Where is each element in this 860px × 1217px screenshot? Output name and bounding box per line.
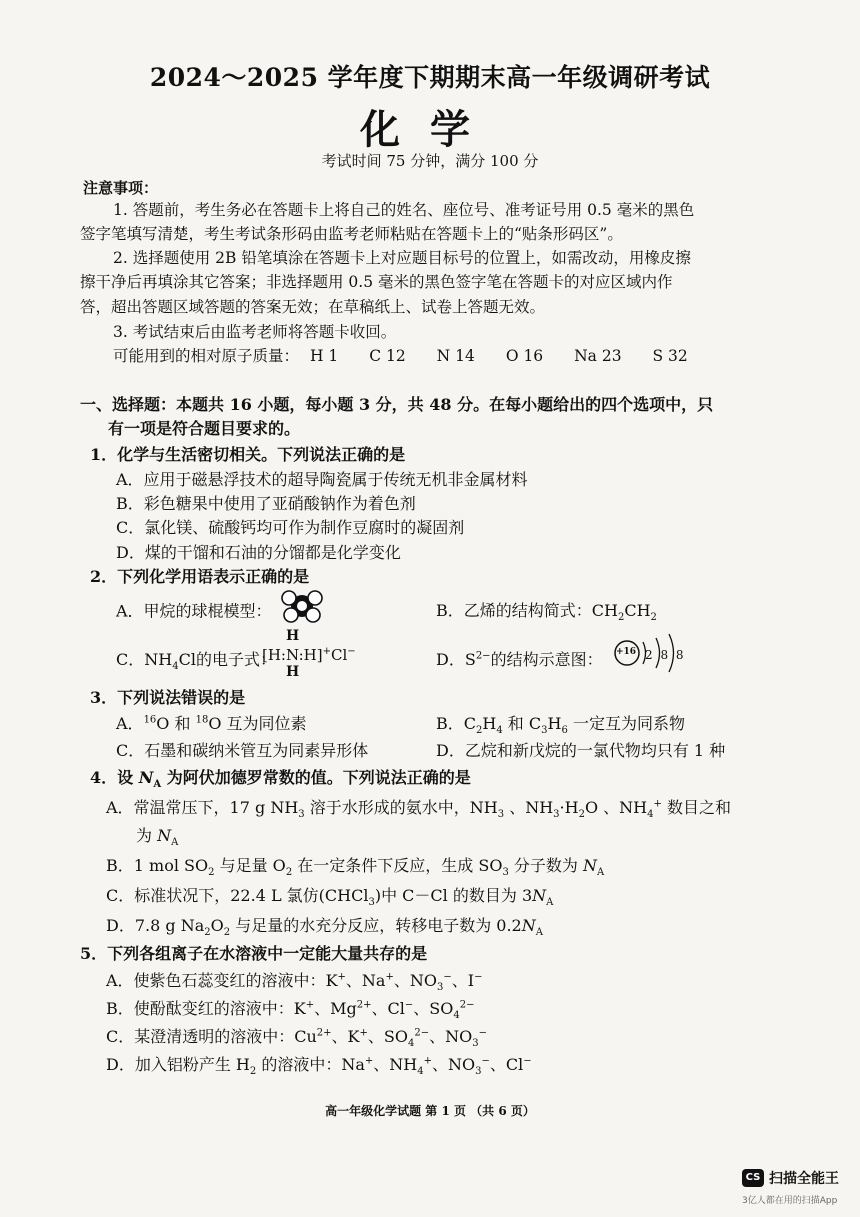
q2-option-a-label: A．甲烷的球棍模型：	[116, 601, 272, 621]
q4-option-c-part2: )中 C－Cl 的数目为 3	[374, 886, 533, 905]
q3-option-a-text: 互为同位素	[226, 714, 307, 733]
q5-option-d: D．加入铝粉产生 $H_2$ 的溶液中：Na+、$NH_4^+$、$NO_3^-$、Cl−	[106, 1055, 532, 1078]
q4-option-a-line1: A．常温常压下，17 g $NH_3$ 溶于水形成的氨水中，$NH_3$ 、$NH_3\cdot H_2O$ 、$NH_4^+$ 数目之和	[106, 798, 731, 821]
q1-option-a: A．应用于磁悬浮技术的超导陶瓷属于传统无机非金属材料	[116, 470, 528, 489]
note-2a: 2. 选择题使用 2B 铅笔填涂在答题卡上对应题目标号的位置上，如需改动，用橡皮擦	[113, 249, 691, 267]
q4-option-c: C．标准状况下，22.4 L 氯仿(CHCl$_3$)中 C－Cl 的数目为 $3N_A$	[106, 886, 554, 909]
section-1-line1: 一、选择题：本题共 16 小题，每小题 3 分，共 48 分。在每小题给出的四个选项中，只	[80, 395, 714, 414]
q2-option-d-prefix: D．	[436, 650, 465, 669]
q1-option-d: D．煤的干馏和石油的分馏都是化学变化	[116, 543, 401, 562]
electron-formula-h-top: H	[286, 628, 300, 644]
q5-option-a-label: A．使紫色石蕊变红的溶液中：	[106, 971, 326, 990]
q2-option-d-label: 的结构示意图：	[490, 650, 603, 669]
q5-option-b-label: B．使酚酞变红的溶液中：	[106, 999, 294, 1018]
page-footer: 高一年级化学试题 第 1 页 （共 6 页）	[325, 1104, 535, 1118]
methane-ball-stick-model-icon	[277, 586, 327, 626]
watermark-tagline: 3亿人都在用的扫描App	[742, 1196, 838, 1206]
watermark-app-name: 扫描全能王	[769, 1171, 839, 1187]
q4-option-a-line2: 为 $N_A$	[136, 826, 179, 849]
q2-stem: 2．下列化学用语表示正确的是	[90, 567, 310, 586]
q5-option-b: B．使酚酞变红的溶液中：K+、$Mg^{2+}$、Cl−、$SO_4^{2-}$	[106, 999, 475, 1022]
q5-option-c-label: C．某澄清透明的溶液中：	[106, 1027, 295, 1046]
q4-option-b: B．1 mol $SO_2$ 与足量 $O_2$ 在一定条件下反应，生成 $SO_3$ 分子数为 $N_A$	[106, 856, 605, 879]
q2-option-b-label: B．乙烯的结构简式：	[436, 601, 592, 620]
atomic-mass-h: H 1	[309, 347, 339, 365]
exam-title: 2024～2025 学年度下期期末高一年级调研考试	[149, 63, 711, 92]
q2-option-c-label: 的电子式：	[195, 650, 276, 669]
electron-shells: 2 8 8	[645, 648, 684, 662]
q1-stem: 1．化学与生活密切相关。下列说法正确的是	[90, 445, 406, 464]
note-1b: 签字笔填写清楚，考生考试条形码由监考老师粘贴在答题卡上的“贴条形码区”。	[80, 225, 623, 243]
section-1-line2: 有一项是符合题目要求的。	[108, 419, 301, 438]
q1-option-b: B．彩色糖果中使用了亚硝酸钠作为着色剂	[116, 494, 416, 513]
exam-meta: 考试时间 75 分钟，满分 100 分	[321, 152, 539, 170]
q5-option-c: C．某澄清透明的溶液中：$Cu^{2+}$、K+、$SO_4^{2-}$、$NO_3^-$	[106, 1027, 488, 1050]
atomic-mass-s: S 32	[652, 347, 688, 365]
subject-title: 化学	[360, 106, 500, 153]
q3-option-b-text: 一定互为同系物	[572, 714, 685, 733]
q4-option-c-part1: C．标准状况下，22.4 L 氯仿(CHCl	[106, 886, 369, 905]
q3-option-a: A．$^{16}$O 和 $^{18}$O 互为同位素	[116, 714, 307, 733]
q4-option-a-part3: 数目之和	[666, 798, 731, 817]
q4-option-d: D．7.8 g $Na_2O_2$ 与足量的水充分反应，转移电子数为 $0.2N_A$	[106, 916, 543, 939]
q4-option-b-part4: 分子数为	[513, 856, 578, 875]
atomic-mass-n: N 14	[436, 347, 475, 365]
q2-option-b: B．乙烯的结构简式：$CH_2CH_2$	[436, 601, 657, 624]
atomic-mass-na: Na 23	[574, 347, 622, 365]
camscanner-logo-icon: CS	[742, 1169, 764, 1187]
q4-option-d-part2: 与足量的水充分反应，转移电子数为 0.2	[235, 916, 522, 935]
notes-heading: 注意事项：	[83, 179, 159, 197]
q2-option-c-prefix: C．	[116, 650, 145, 669]
q3-option-b: B．$C_2H_4$ 和 $C_3H_6$ 一定互为同系物	[436, 714, 685, 737]
q3-option-d: D．乙烷和新戊烷的一氯代物均只有 1 种	[436, 741, 726, 760]
atomic-mass-line	[113, 344, 688, 369]
q1-option-c: C．氯化镁、硫酸钙均可作为制作豆腐时的凝固剂	[116, 518, 465, 537]
note-2b: 擦干净后再填涂其它答案；非选择题用 0.5 毫米的黑色签字笔在答题卡的对应区域内作	[80, 273, 673, 291]
q4-option-b-part1: B．1 mol SO	[106, 856, 209, 875]
q5-stem: 5．下列各组离子在水溶液中一定能大量共存的是	[80, 944, 428, 963]
q4-option-d-part1: D．7.8 g Na	[106, 916, 205, 935]
q3-option-c: C．石墨和碳纳米管互为同素异形体	[116, 741, 369, 760]
nh4cl-electron-formula: [H:N:H]+Cl−	[262, 646, 356, 664]
q4-option-b-part2: 与足量 O	[219, 856, 286, 875]
note-1a: 1. 答题前，考生务必在答题卡上将自己的姓名、座位号、准考证号用 0.5 毫米的黑色	[113, 201, 695, 219]
note-2c: 答，超出答题区域答题的答案无效；在草稿纸上、试卷上答题无效。	[80, 298, 546, 316]
q2-option-d: D．$S^{2-}$的结构示意图：	[436, 650, 603, 669]
q4-option-a-part4: 为	[136, 826, 153, 845]
atomic-mass-o: O 16	[505, 347, 544, 365]
scanner-watermark	[742, 1168, 839, 1188]
q4-option-a-part2: 溶于水形成的氨水中，	[309, 798, 470, 817]
nucleus-charge: +16	[616, 647, 637, 657]
q5-option-a: A．使紫色石蕊变红的溶液中：K+、Na+、$NO_3^-$、I−	[106, 971, 483, 994]
q5-option-d-label: D．加入铝粉产生 H	[106, 1055, 250, 1074]
q4-stem-a: 4．设	[90, 768, 134, 787]
atomic-mass-label: 可能用到的相对原子质量：	[113, 347, 300, 365]
q4-stem: 4．设 $N_A$ 为阿伏加德罗常数的值。下列说法正确的是	[90, 768, 471, 791]
q4-option-b-part3: 在一定条件下反应，生成 SO	[297, 856, 503, 875]
q3-stem: 3．下列说法错误的是	[90, 688, 246, 707]
q2-option-a	[116, 598, 327, 626]
note-3: 3. 考试结束后由监考老师将答题卡收回。	[113, 323, 397, 341]
q2-option-c: C．$NH_4Cl$的电子式：	[116, 650, 276, 673]
atomic-mass-c: C 12	[369, 347, 406, 365]
q4-stem-b: 为阿伏加德罗常数的值。下列说法正确的是	[166, 768, 471, 787]
q4-option-a-part1: A．常温常压下，17 g NH	[106, 798, 299, 817]
electron-formula-h-bottom: H	[286, 664, 300, 680]
